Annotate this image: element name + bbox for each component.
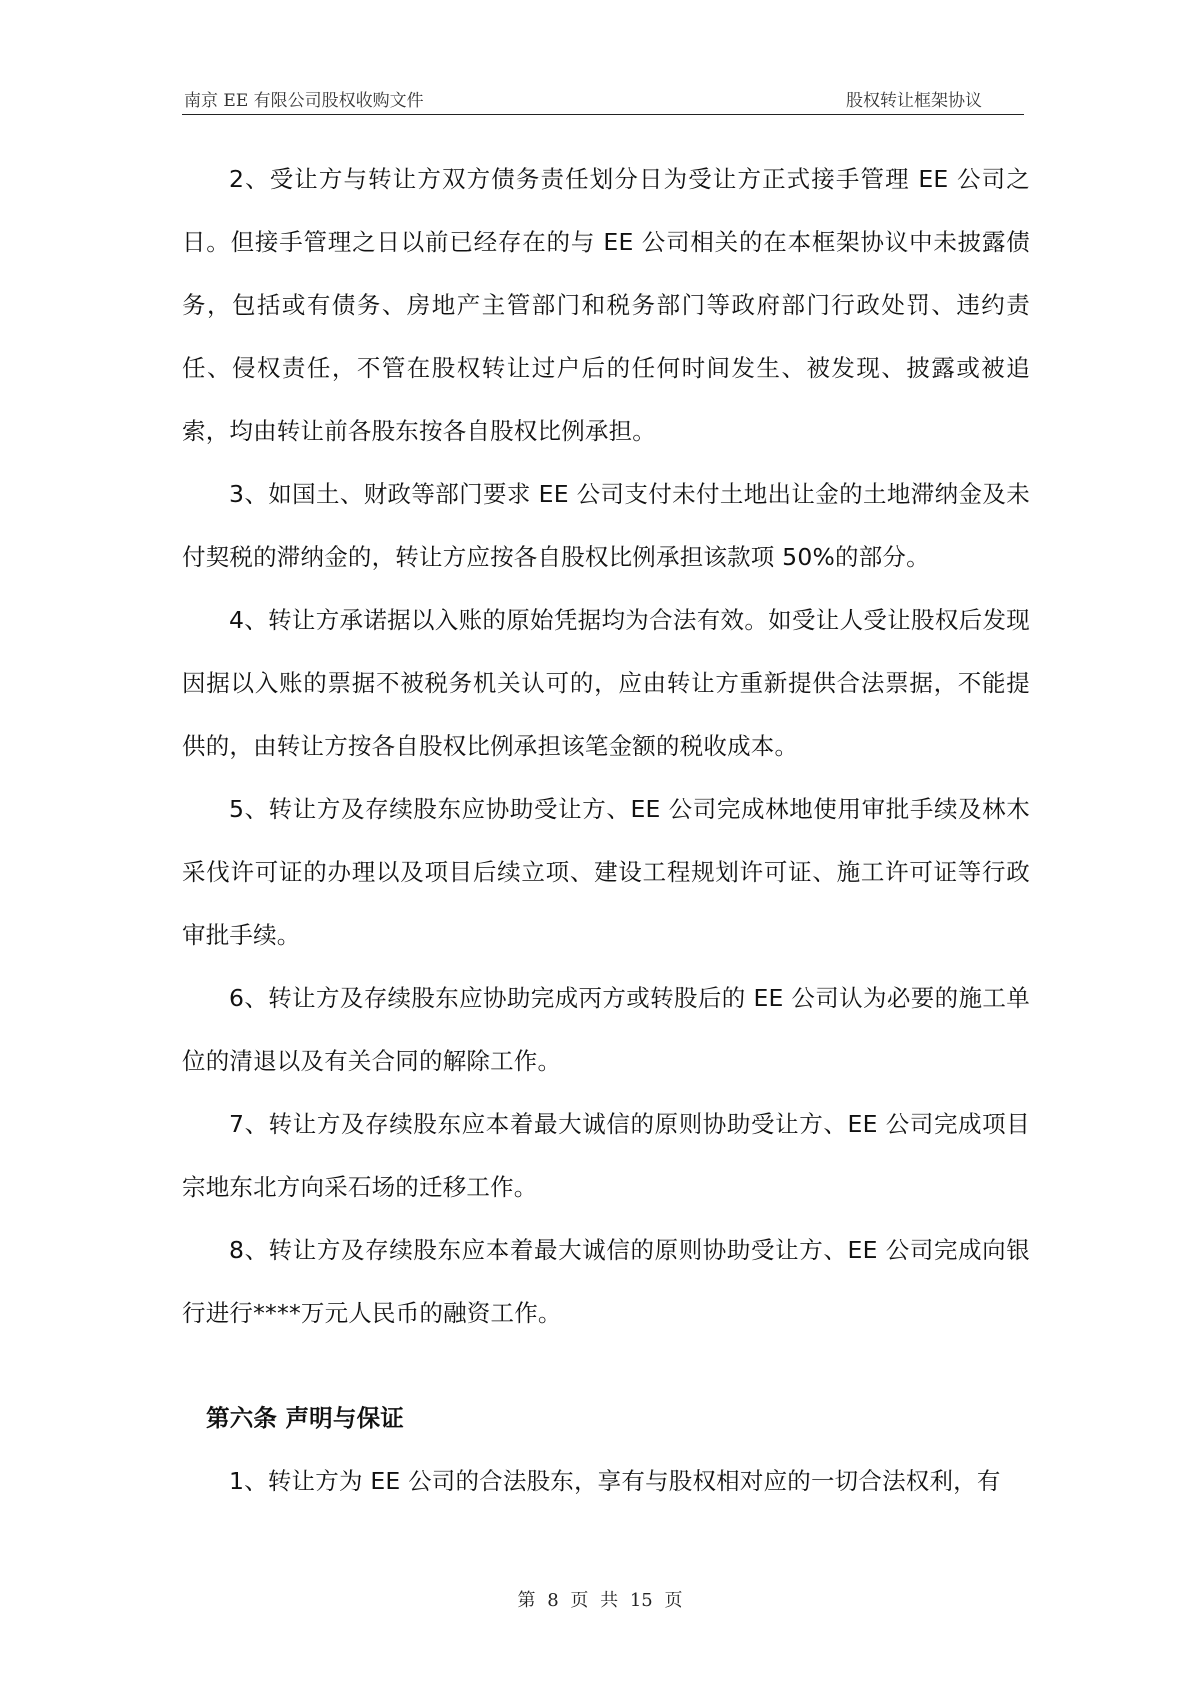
- header-document-title: 南京 EE 有限公司股权收购文件: [184, 91, 424, 111]
- paragraph-clause-2: 2、受让方与转让方双方债务责任划分日为受让方正式接手管理 EE 公司之日。但接手管理之日以前已经存在的与 EE 公司相关的在本框架协议中未披露债务，包括或有债务、房地产主管部门和税务部门等政府部门行政处罚、违约责任、侵权责任，不管在股权转让过户后的任何时间发生、被发现、披露或被追索，均由转让前各股东按各自股权比例承担。: [182, 165, 1030, 445]
- section-paragraph-1: 1、转让方为 EE 公司的合法股东，享有与股权相对应的一切合法权利，有: [229, 1467, 1001, 1495]
- page-number: 第 8 页 共 15 页: [517, 1590, 683, 1611]
- paragraph-clause-8: 8、转让方及存续股东应本着最大诚信的原则协助受让方、EE 公司完成向银行进行****万元人民币的融资工作。: [182, 1236, 1030, 1327]
- paragraph-clause-3: 3、如国土、财政等部门要求 EE 公司支付未付土地出让金的土地滞纳金及未付契税的滞纳金的，转让方应按各自股权比例承担该款项 50%的部分。: [182, 480, 1030, 571]
- paragraph-clause-6: 6、转让方及存续股东应协助完成丙方或转股后的 EE 公司认为必要的施工单位的清退以及有关合同的解除工作。: [182, 984, 1030, 1075]
- section-title: 第六条 声明与保证: [206, 1404, 404, 1432]
- page-header: [182, 84, 1024, 115]
- paragraph-clause-5: 5、转让方及存续股东应协助受让方、EE 公司完成林地使用审批手续及林木采伐许可证的办理以及项目后续立项、建设工程规划许可证、施工许可证等行政审批手续。: [182, 795, 1030, 949]
- document-body: [182, 148, 1030, 1513]
- paragraph-clause-4: 4、转让方承诺据以入账的原始凭据均为合法有效。如受让人受让股权后发现因据以入账的票据不被税务机关认可的，应由转让方重新提供合法票据，不能提供的，由转让方按各自股权比例承担该笔金额的税收成本。: [182, 606, 1030, 760]
- header-agreement-title: 股权转让框架协议: [846, 91, 982, 111]
- paragraph-clause-7: 7、转让方及存续股东应本着最大诚信的原则协助受让方、EE 公司完成项目宗地东北方向采石场的迁移工作。: [182, 1110, 1030, 1201]
